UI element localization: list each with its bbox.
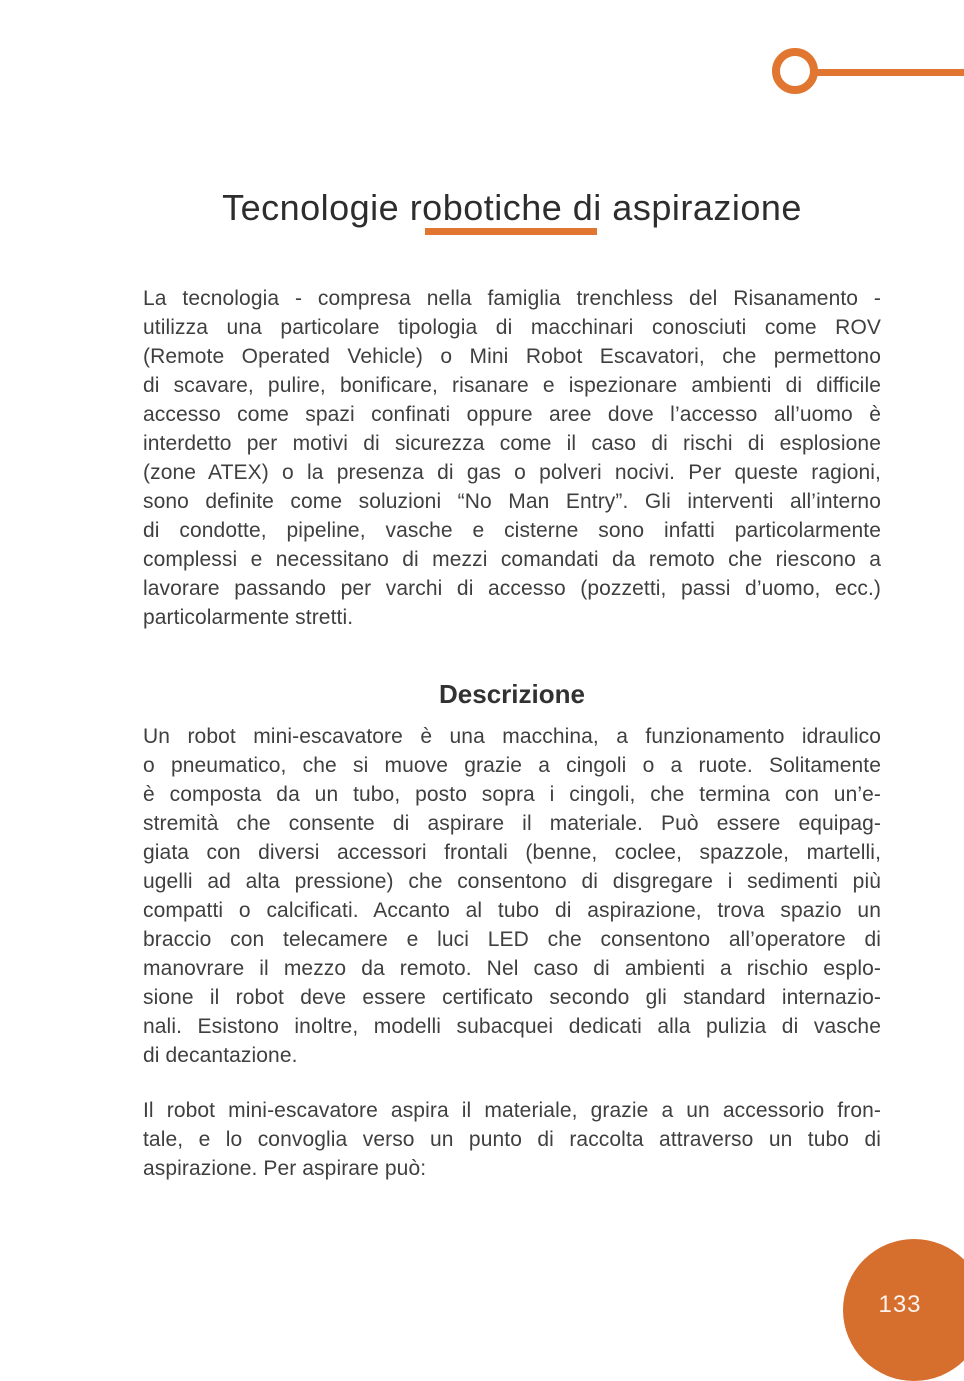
text-line: ugelli ad alta pressione) che consentono di disgregare i sedimenti più [143, 870, 881, 893]
page-number: 133 [878, 1291, 922, 1318]
text-line: giata con diversi accessori frontali (benne, coclee, spazzole, martelli, [143, 841, 881, 864]
text-line: braccio con telecamere e luci LED che consentono all’operatore di [143, 928, 881, 951]
text-line: di decantazione. [143, 1044, 298, 1067]
paragraph-intro [143, 284, 881, 632]
text-line: di condotte, pipeline, vasche e cisterne sono infatti particolarmente [143, 519, 881, 542]
text-line: accesso come spazi confinati oppure aree dove l’accesso all’uomo è [143, 403, 881, 426]
paragraph-descrizione [143, 722, 881, 1070]
text-line: nali. Esistono inoltre, modelli subacquei dedicati alla pulizia di vasche [143, 1015, 881, 1038]
text-line: o pneumatico, che si muove grazie a cingoli o a ruote. Solitamente [143, 754, 881, 777]
text-line: manovrare il mezzo da remoto. Nel caso di ambienti a rischio esplo- [143, 957, 881, 980]
text-line: Un robot mini-escavatore è una macchina, a funzionamento idraulico [143, 725, 881, 748]
text-line: La tecnologia - compresa nella famiglia trenchless del Risanamento - [143, 287, 881, 310]
text-line: di scavare, pulire, bonificare, risanare e ispezionare ambienti di difficile [143, 374, 881, 397]
text-line: lavorare passando per varchi di accesso (pozzetti, passi d’uomo, ecc.) [143, 577, 881, 600]
text-line: (zone ATEX) o la presenza di gas o polveri nocivi. Per queste ragioni, [143, 461, 881, 484]
text-line: interdetto per motivi di sicurezza come il caso di rischi di esplosione [143, 432, 881, 455]
text-line: tale, e lo convoglia verso un punto di raccolta attraverso un tubo di [143, 1128, 881, 1151]
text-line: aspirazione. Per aspirare può: [143, 1157, 427, 1180]
text-line: sione il robot deve essere certificato secondo gli standard internazio- [143, 986, 881, 1009]
text-line: Il robot mini-escavatore aspira il materiale, grazie a un accessorio fron- [143, 1099, 881, 1122]
title-underline [425, 228, 597, 235]
ornament-rule [814, 69, 964, 76]
paragraph-aspirazione [143, 1096, 881, 1183]
text-line: particolarmente stretti. [143, 606, 354, 629]
ornament-ring-icon [772, 48, 818, 94]
text-line: compatti o calcificati. Accanto al tubo di aspirazione, trova spazio un [143, 899, 881, 922]
text-line: utilizza una particolare tipologia di macchinari conosciuti come ROV [143, 316, 881, 339]
text-line: è composta da un tubo, posto sopra i cingoli, che termina con un’e- [143, 783, 881, 806]
text-line: sono definite come soluzioni “No Man Entry”. Gli interventi all’interno [143, 490, 881, 513]
text-line: stremità che consente di aspirare il materiale. Può essere equipag- [143, 812, 881, 835]
page-number-badge [843, 1239, 964, 1381]
section-heading-descrizione: Descrizione [439, 678, 585, 709]
page-title: Tecnologie robotiche di aspirazione [222, 187, 802, 229]
text-line: complessi e necessitano di mezzi comandati da remoto che riescono a [143, 548, 881, 571]
text-line: (Remote Operated Vehicle) o Mini Robot Escavatori, che permettono [143, 345, 881, 368]
